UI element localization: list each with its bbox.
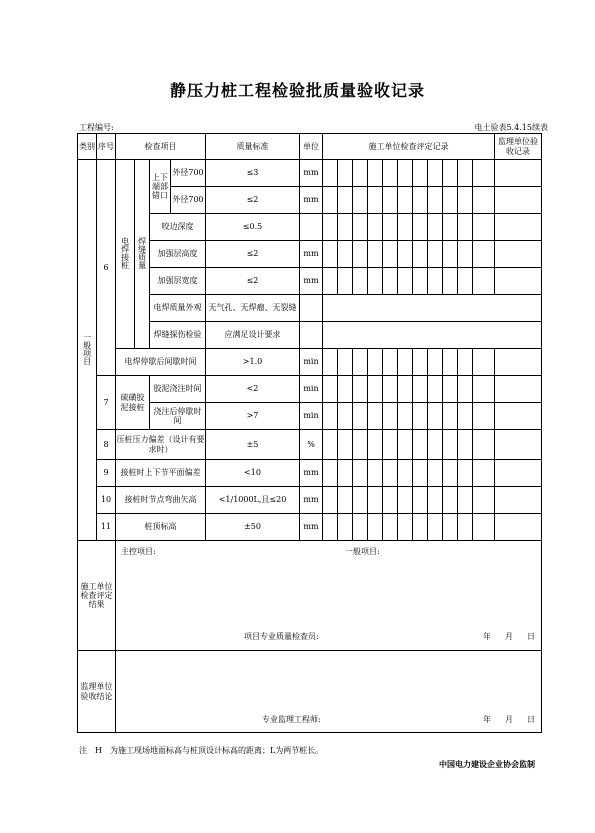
col-supervision-record: 监理单位验收记录	[495, 134, 542, 160]
row9-standard: <10	[206, 460, 300, 487]
row6-subgroup: 焊缝质量	[135, 160, 150, 349]
row6-seq: 6	[97, 160, 116, 376]
supervision-conclusion-row	[78, 651, 542, 733]
row6-flaw-label: 焊缝探伤检验	[150, 322, 206, 349]
construction-month: 月	[505, 632, 513, 641]
row6-pause-standard: >1.0	[206, 349, 300, 376]
category-general: 一般项目	[78, 160, 97, 541]
row6-appearance-label: 电焊质量外观	[150, 295, 206, 322]
table-row	[78, 349, 542, 376]
table-row	[78, 514, 542, 541]
row6-appearance-standard: 无气孔、无焊瘤、无裂缝	[206, 295, 300, 322]
row6-flaw-standard: 应满足设计要求	[206, 322, 300, 349]
row10-standard: <1/1000L,且≤20	[206, 487, 300, 514]
row7-stop-standard: >7	[206, 403, 300, 430]
project-number-label: 工程编号:	[79, 123, 114, 132]
col-item: 检查项目	[116, 134, 206, 160]
row6-od1-unit: mm	[300, 160, 323, 187]
header-row	[78, 134, 542, 160]
row6-rw-label: 加强层宽度	[150, 268, 206, 295]
inspection-table	[77, 133, 542, 733]
row7-pour-unit: min	[300, 376, 323, 403]
row8-standard: ±5	[206, 430, 300, 460]
row7-stop-unit: min	[300, 403, 323, 430]
row8-unit: %	[300, 430, 323, 460]
row8-seq: 8	[97, 430, 116, 460]
col-construction-record: 施工单位检查评定记录	[323, 134, 495, 160]
footnote: 注 H 为施工现场地面标高与桩顶设计标高的距离；L为两节桩长。	[79, 746, 324, 755]
construction-year: 年	[483, 632, 491, 641]
row9-unit: mm	[300, 460, 323, 487]
row11-standard: ±50	[206, 514, 300, 541]
table-row	[78, 160, 542, 187]
row6-rh-label: 加强层高度	[150, 241, 206, 268]
form-number: 电土验表5.4.15续表	[474, 123, 548, 132]
row6-rh-standard: ≤2	[206, 241, 300, 268]
row10-seq: 10	[97, 487, 116, 514]
table-row	[78, 487, 542, 514]
row10-label: 接桩时节点弯曲矢高	[116, 487, 206, 514]
supervision-year: 年	[483, 715, 491, 724]
table-row	[78, 460, 542, 487]
table-row	[78, 430, 542, 460]
supervision-conclusion-area	[116, 651, 542, 733]
page-title: 静压力桩工程检验批质量验收记录	[169, 81, 425, 100]
row7-seq: 7	[97, 376, 116, 430]
construction-result-row	[78, 541, 542, 651]
row7-pour-standard: <2	[206, 376, 300, 403]
col-unit: 单位	[300, 134, 323, 160]
row7-group: 硫磺胶泥接桩	[116, 376, 150, 430]
table-row	[78, 376, 542, 403]
row6-undercut-label: 咬边深度	[150, 214, 206, 241]
row6-od1-label: 外径700	[171, 160, 206, 187]
row6-rh-unit: mm	[300, 241, 323, 268]
row8-label: 压桩压力偏差（设计有要求时）	[116, 430, 206, 460]
general-items-label: 一般项目:	[345, 547, 380, 556]
row6-pause-unit: min	[300, 349, 323, 376]
row11-label: 桩顶标高	[116, 514, 206, 541]
col-standard: 质量标准	[206, 134, 300, 160]
inspector-label: 项目专业质量检查员:	[244, 632, 319, 641]
col-seq: 序号	[97, 134, 116, 160]
row6-rw-unit: mm	[300, 268, 323, 295]
row9-label: 接桩时上下节平面偏差	[116, 460, 206, 487]
supervision-conclusion-label: 监理单位验收结论	[78, 651, 116, 733]
col-category: 类别	[78, 134, 97, 160]
row6-rw-standard: ≤2	[206, 268, 300, 295]
row10-unit: mm	[300, 487, 323, 514]
supervision-month: 月	[505, 715, 513, 724]
row6-od2-label: 外径700	[171, 187, 206, 214]
row6-od1-standard: ≤3	[206, 160, 300, 187]
supervision-day: 日	[527, 715, 535, 724]
row7-stop-label: 浇注后停歇时间	[150, 403, 206, 430]
row6-pause-label: 电焊停歇后间歇时间	[116, 349, 206, 376]
row6-undercut-standard: ≤0.5	[206, 214, 300, 241]
row11-seq: 11	[97, 514, 116, 541]
construction-day: 日	[527, 632, 535, 641]
row6-group: 电焊接桩	[116, 160, 135, 349]
row6-offset-label: 上下端部错口	[150, 160, 171, 214]
construction-result-label: 施工单位检查评定结果	[78, 541, 116, 651]
supervising-organization: 中国电力建设企业协会监制	[439, 760, 535, 769]
row6-od2-unit: mm	[300, 187, 323, 214]
main-items-label: 主控项目:	[121, 547, 156, 556]
row7-pour-label: 胶泥浇注时间	[150, 376, 206, 403]
row6-od2-standard: ≤2	[206, 187, 300, 214]
row11-unit: mm	[300, 514, 323, 541]
engineer-label: 专业监理工程师:	[262, 715, 321, 724]
construction-result-area	[116, 541, 542, 651]
row9-seq: 9	[97, 460, 116, 487]
